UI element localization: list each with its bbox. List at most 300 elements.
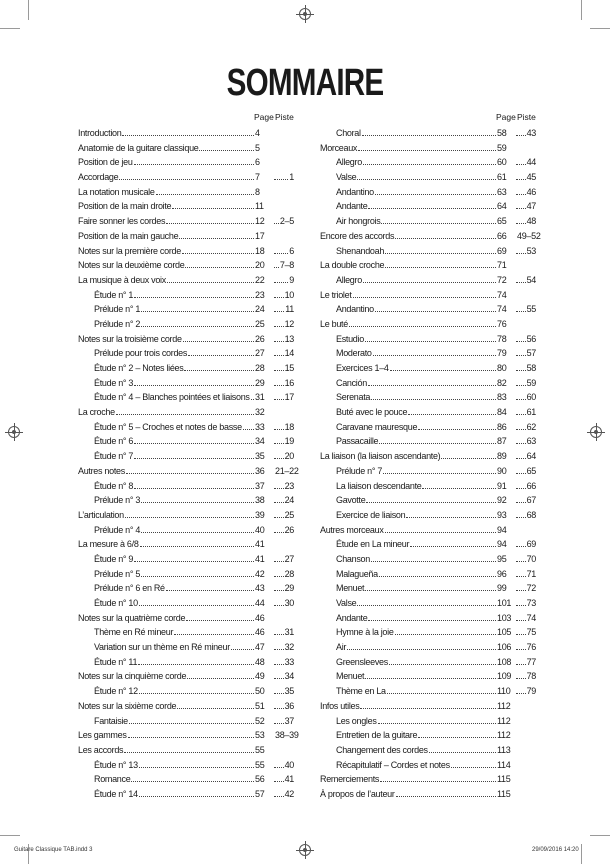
- toc-entry-title: [336, 714, 496, 729]
- dot-leader: [406, 508, 496, 518]
- toc-entry-label: Étude n° 11: [94, 656, 138, 667]
- column-header: [320, 112, 536, 126]
- toc-entry-track: [274, 640, 294, 655]
- toc-entry-label: Notes sur la première corde: [78, 245, 181, 256]
- toc-entry-track: [516, 390, 536, 405]
- toc-entry-label: Notes sur la cinquième corde: [78, 671, 187, 682]
- toc-entry-label: Les accords: [78, 744, 124, 755]
- toc-entry-page: 113: [497, 744, 511, 755]
- toc-entry-track-number: 69: [526, 539, 536, 550]
- toc-entry-page: 40: [255, 524, 265, 535]
- toc-entry-page: 7: [255, 172, 260, 183]
- toc-entry-page: 22: [255, 274, 265, 285]
- toc-entry-page: 87: [497, 436, 507, 447]
- toc-entry-label: Thème en La: [336, 686, 386, 697]
- toc-entry-page: 47: [255, 642, 265, 653]
- toc-entry-track-number: 57: [526, 348, 536, 359]
- toc-entry: [78, 479, 294, 494]
- toc-entry: [320, 376, 536, 391]
- toc-entry-title: [94, 288, 254, 303]
- toc-entry-page: 58: [497, 128, 507, 138]
- toc-entry-label: Étude n° 4 – Blanches pointées et liaisons: [94, 392, 250, 403]
- toc-entry-label: Étude n° 13: [94, 759, 138, 770]
- toc-entry-label: Serenata: [336, 392, 371, 403]
- toc-entry-track-number: 75: [526, 627, 536, 638]
- toc-entry-title: [336, 126, 496, 141]
- toc-entry-track-number: 42: [284, 788, 294, 799]
- toc-entry-title: [78, 537, 254, 552]
- toc-entry-track-number: 10: [284, 289, 294, 300]
- toc-entry-label: Entretien de la guitare: [336, 730, 418, 741]
- toc-entry: [320, 611, 536, 626]
- toc-entry-title: [78, 155, 254, 170]
- toc-entry-label: La liaison (la liaison ascendante): [320, 451, 441, 462]
- toc-entry-track: [274, 273, 294, 288]
- toc-entry-label: Hymne à la joie: [336, 627, 394, 638]
- toc-entry: [320, 567, 536, 582]
- dot-leader: [124, 743, 254, 753]
- dot-leader: [274, 567, 284, 577]
- toc-entry: [78, 361, 294, 376]
- toc-entry-page: 53: [255, 730, 265, 741]
- toc-entry-page: 37: [255, 480, 265, 491]
- toc-entry-track: [274, 669, 294, 684]
- toc-entry-track: [274, 361, 294, 376]
- toc-entry: [78, 317, 294, 332]
- toc-entry-track: [274, 244, 294, 259]
- dot-leader: [516, 464, 526, 474]
- toc-entry-label: À propos de l’auteur: [320, 788, 395, 799]
- dot-leader: [274, 434, 284, 444]
- toc-entry-title: [78, 405, 254, 420]
- toc-entry-title: [336, 346, 496, 361]
- toc-entry-label: Faire sonner les cordes: [78, 216, 166, 227]
- toc-entry-title: [94, 390, 254, 405]
- toc-entry: [320, 288, 532, 303]
- toc-entry: [78, 126, 290, 141]
- toc-entry-title: [94, 625, 254, 640]
- toc-entry: [78, 655, 294, 670]
- track-header: Piste: [517, 112, 536, 122]
- dot-leader: [385, 523, 496, 533]
- toc-entry-title: [336, 332, 496, 347]
- toc-entry: [78, 244, 294, 259]
- toc-entry-page: 105: [497, 627, 512, 638]
- dot-leader: [141, 523, 254, 533]
- toc-entry-track: [274, 479, 294, 494]
- toc-entry: [78, 714, 294, 729]
- toc-entry-track: [274, 758, 294, 773]
- toc-entry: [78, 258, 294, 273]
- toc-entry-track: [516, 302, 536, 317]
- toc-entry-label: Étude n° 10: [94, 598, 138, 608]
- toc-entry: [78, 288, 294, 303]
- dot-leader: [390, 361, 496, 371]
- toc-entry-page: 28: [255, 363, 265, 373]
- toc-entry-label: Position de la main droite: [78, 201, 172, 212]
- toc-column-right: [320, 112, 541, 802]
- dot-leader: [408, 405, 496, 415]
- toc-entry-track: [516, 552, 536, 567]
- dot-leader: [383, 464, 496, 474]
- toc-entry: [78, 611, 290, 626]
- toc-entry: [320, 449, 536, 464]
- toc-entry-label: Air hongrois: [336, 216, 381, 227]
- toc-entry-track-number: 9: [289, 274, 294, 285]
- toc-entry-title: [78, 170, 254, 185]
- toc-entry: [78, 758, 294, 773]
- toc-entry-track-number: 54: [526, 274, 536, 285]
- toc-entry-page: 94: [497, 539, 507, 550]
- toc-entry-label: Notes sur la deuxième corde: [78, 260, 185, 271]
- dot-leader: [134, 155, 254, 165]
- dot-leader: [381, 214, 496, 224]
- toc-entry-page: 20: [255, 260, 265, 271]
- toc-entry-track: [516, 581, 536, 596]
- toc-entry-label: Les gammes: [78, 730, 127, 741]
- toc-entry-title: [94, 787, 254, 802]
- dot-leader: [274, 390, 284, 400]
- toc-entry-title: [336, 185, 496, 200]
- toc-entry-page: 36: [255, 465, 265, 476]
- dot-leader: [516, 434, 526, 444]
- toc-entry-page: 31: [255, 392, 265, 403]
- toc-entry-page: 103: [497, 612, 512, 623]
- dot-leader: [274, 523, 284, 533]
- dot-leader: [516, 669, 526, 679]
- toc-entry-title: [336, 420, 496, 435]
- toc-entry-label: Étude n° 1: [94, 289, 134, 300]
- dot-leader: [183, 332, 254, 342]
- toc-entry-track-number: 74: [526, 612, 536, 623]
- dot-leader: [395, 229, 496, 239]
- dot-leader: [516, 567, 526, 577]
- dot-leader: [516, 596, 526, 606]
- dot-leader: [516, 170, 526, 180]
- toc-entry-track-number: 77: [526, 656, 536, 667]
- dot-leader: [371, 552, 496, 562]
- toc-entry-track-number: 45: [526, 172, 536, 183]
- toc-entry-track-number: 65: [526, 465, 536, 476]
- toc-entry-track: [274, 288, 294, 303]
- dot-leader: [274, 552, 284, 562]
- toc-entry: [320, 728, 532, 743]
- toc-entry-track-number: 33: [284, 656, 294, 667]
- toc-entry-label: Menuet: [336, 671, 365, 682]
- toc-entry-title: [336, 743, 496, 758]
- toc-entry: [78, 420, 294, 435]
- toc-entry: [320, 199, 536, 214]
- toc-entry-page: 46: [255, 612, 265, 623]
- toc-entry-label: Position de la main gauche: [78, 230, 179, 241]
- toc-entry-track: [516, 126, 536, 141]
- toc-entry-page: 84: [497, 407, 507, 418]
- crop-mark: [0, 28, 20, 29]
- toc-entry-title: [336, 552, 496, 567]
- toc-entry-title: [336, 611, 496, 626]
- toc-entry-title: [336, 758, 496, 773]
- toc-entry-label: La liaison descendante: [336, 480, 422, 491]
- dot-leader: [134, 552, 254, 562]
- toc-entry-title: [336, 567, 496, 582]
- dot-leader: [516, 640, 526, 650]
- registration-mark-icon: [590, 426, 602, 438]
- toc-entry-track: [516, 655, 536, 670]
- toc-entry-track-number: 13: [284, 333, 294, 344]
- dot-leader: [516, 302, 526, 312]
- dot-leader: [380, 772, 496, 782]
- toc-entry: [320, 596, 536, 611]
- toc-entry-title: [320, 523, 496, 538]
- dot-leader: [274, 699, 284, 709]
- toc-entry-label: Autres notes: [78, 465, 125, 476]
- dot-leader: [516, 420, 526, 430]
- dot-leader: [179, 229, 254, 239]
- toc-entry-track-number: 40: [284, 759, 294, 770]
- toc-entry-track: [516, 464, 536, 479]
- dot-leader: [349, 317, 496, 327]
- toc-entry-title: [94, 361, 254, 376]
- toc-entry-page: 61: [497, 172, 507, 183]
- toc-entry-page: 82: [497, 377, 507, 388]
- dot-leader: [516, 405, 526, 415]
- dot-leader: [389, 655, 496, 665]
- toc-entry-label: Notes sur la quatrième corde: [78, 612, 186, 623]
- toc-entry-track-number: 66: [526, 480, 536, 491]
- toc-entry-track: [516, 434, 536, 449]
- toc-entry: [320, 302, 536, 317]
- toc-entry-track-number: 35: [284, 686, 294, 697]
- toc-entry-title: [320, 317, 496, 332]
- toc-entry-title: [78, 743, 254, 758]
- toc-entry-title: [78, 126, 254, 141]
- toc-entry-page: 115: [497, 774, 511, 785]
- dot-leader: [141, 317, 254, 327]
- toc-entry-page: 80: [497, 363, 507, 373]
- toc-entry-label: Étude n° 8: [94, 480, 134, 491]
- toc-entry-track-number: 73: [526, 598, 536, 608]
- toc-entry-track: [516, 185, 536, 200]
- toc-entry-page: 33: [255, 421, 265, 432]
- toc-entry-title: [78, 699, 254, 714]
- toc-entry-label: Prélude n° 1: [94, 304, 141, 315]
- toc-entry-track-number: 31: [284, 627, 294, 638]
- toc-entry-track: [274, 434, 294, 449]
- dot-leader: [516, 199, 526, 209]
- toc-entry-title: [94, 567, 254, 582]
- toc-entry-title: [336, 405, 496, 420]
- dot-leader: [274, 258, 279, 268]
- dot-leader: [451, 758, 496, 768]
- dot-leader: [274, 273, 288, 283]
- toc-entry: [320, 405, 536, 420]
- toc-entry-page: 29: [255, 377, 265, 388]
- toc-entry-track: [274, 787, 294, 802]
- toc-entry-page: 49: [255, 671, 265, 682]
- toc-entry-title: [336, 655, 496, 670]
- toc-entry-track-number: 47: [526, 201, 536, 212]
- toc-entry: [78, 199, 290, 214]
- dot-leader: [166, 214, 254, 224]
- dot-leader: [274, 581, 284, 591]
- toc-list: [320, 126, 541, 802]
- dot-leader: [365, 669, 496, 679]
- dot-leader: [395, 625, 496, 635]
- dot-leader: [379, 434, 496, 444]
- toc-entry-title: [78, 185, 254, 200]
- toc-entry-track-number: 36: [284, 700, 294, 711]
- toc-entry-label: Prélude n° 2: [94, 318, 141, 329]
- toc-entry-label: Buté avec le pouce: [336, 407, 408, 418]
- toc-entry-page: 42: [255, 568, 265, 579]
- toc-entry-title: [336, 640, 496, 655]
- toc-entry-label: Prélude pour trois cordes: [94, 348, 188, 359]
- page-header: Page: [254, 112, 274, 122]
- toc-entry: [320, 743, 532, 758]
- dot-leader: [141, 493, 254, 503]
- toc-entry-track: [516, 449, 536, 464]
- toc-entry-track: [274, 625, 294, 640]
- toc-entry-track: [274, 346, 294, 361]
- toc-entry-track-number: 34: [284, 671, 294, 682]
- dot-leader: [126, 464, 254, 474]
- toc-entry-track: [274, 420, 294, 435]
- toc-entry-title: [94, 479, 254, 494]
- dot-leader: [177, 699, 254, 709]
- toc-entry-title: [78, 611, 254, 626]
- dot-leader: [134, 376, 254, 386]
- dot-leader: [274, 170, 288, 180]
- toc-entry-track-number: 64: [526, 451, 536, 462]
- toc-entry-label: Introduction: [78, 128, 122, 138]
- dot-leader: [274, 669, 284, 679]
- toc-entry-track-number: 18: [284, 421, 294, 432]
- toc-entry-page: 94: [497, 524, 507, 535]
- dot-leader: [274, 640, 284, 650]
- dot-leader: [516, 361, 526, 371]
- dot-leader: [363, 155, 496, 165]
- toc-entry-title: [336, 537, 496, 552]
- toc-entry-title: [94, 640, 254, 655]
- toc-entry: [320, 669, 536, 684]
- dot-leader: [274, 376, 284, 386]
- toc-entry-label: Prélude n° 4: [94, 524, 141, 535]
- toc-entry: [78, 537, 290, 552]
- dot-leader: [187, 669, 254, 679]
- toc-entry-title: [94, 714, 254, 729]
- dot-leader: [119, 170, 254, 180]
- toc-entry: [78, 229, 290, 244]
- toc-entry: [320, 258, 532, 273]
- toc-entry: [78, 669, 294, 684]
- toc-entry-label: La croche: [78, 407, 115, 418]
- toc-entry-page: 26: [255, 333, 265, 344]
- dot-leader: [362, 126, 496, 136]
- toc-entry-label: Andantino: [336, 304, 374, 315]
- dot-leader: [371, 390, 496, 400]
- toc-entry-page: 44: [255, 598, 265, 608]
- dot-leader: [274, 479, 284, 489]
- dot-leader: [274, 332, 284, 342]
- toc-entry-track-number: 37: [284, 715, 294, 726]
- toc-entry-track: [516, 229, 541, 244]
- toc-entry-label: Étude n° 9: [94, 553, 134, 564]
- track-header: Piste: [275, 112, 294, 122]
- toc-entry: [78, 405, 290, 420]
- toc-entry-label: Allegro: [336, 274, 362, 285]
- dot-leader: [188, 346, 254, 356]
- toc-entry: [78, 523, 294, 538]
- toc-entry-label: Prélude n° 6 en Ré: [94, 583, 165, 594]
- toc-entry-track: [274, 772, 294, 787]
- dot-leader: [366, 493, 496, 503]
- column-header: [78, 112, 294, 126]
- toc-entry-label: Andante: [336, 201, 368, 212]
- toc-entry: [320, 332, 536, 347]
- dot-leader: [156, 185, 254, 195]
- toc-entry-label: Allegro: [336, 157, 362, 168]
- toc-entry-title: [320, 229, 496, 244]
- toc-entry-track-number: 46: [526, 186, 536, 197]
- dot-leader: [116, 405, 254, 415]
- toc-entry: [320, 317, 532, 332]
- toc-entry-track: [516, 684, 536, 699]
- toc-entry-title: [336, 684, 496, 699]
- toc-entry-label: Changement des cordes: [336, 744, 428, 755]
- toc-entry-title: [336, 199, 496, 214]
- toc-entry-title: [336, 596, 496, 611]
- toc-entry-page: 43: [255, 583, 265, 594]
- toc-entry-page: 91: [497, 480, 507, 491]
- toc-entry-label: Chanson: [336, 553, 370, 564]
- dot-leader: [140, 537, 254, 547]
- dot-leader: [516, 655, 526, 665]
- toc-entry-title: [78, 669, 254, 684]
- toc-entry-track-number: 14: [284, 348, 294, 359]
- dot-leader: [125, 508, 254, 518]
- toc-entry: [78, 508, 294, 523]
- dot-leader: [357, 596, 496, 606]
- toc-entry-label: Le triolet: [320, 289, 352, 300]
- toc-entry-title: [94, 772, 254, 787]
- dot-leader: [418, 420, 496, 430]
- page-header: Page: [496, 112, 516, 122]
- toc-entry: [320, 434, 536, 449]
- toc-entry-label: Valse: [336, 598, 357, 608]
- toc-entry-page: 78: [497, 333, 507, 344]
- toc-entry-title: [336, 493, 496, 508]
- dot-leader: [184, 361, 254, 371]
- toc-entry-title: [320, 787, 496, 802]
- toc-entry-track: [274, 464, 299, 479]
- dot-leader: [174, 625, 254, 635]
- toc-entry-track: [516, 596, 536, 611]
- footer-date: 29/09/2016 14:20: [532, 847, 579, 853]
- dot-leader: [139, 596, 254, 606]
- toc-entry-track-number: 68: [526, 509, 536, 520]
- dot-leader: [167, 273, 254, 283]
- dot-leader: [385, 244, 496, 254]
- toc-entry-title: [94, 302, 254, 317]
- dot-leader: [166, 581, 254, 591]
- toc-entry: [78, 567, 294, 582]
- toc-entry-title: [94, 434, 254, 449]
- toc-entry-track: [516, 376, 536, 391]
- toc-entry-track-number: 44: [526, 157, 536, 168]
- registration-mark-icon: [299, 844, 311, 856]
- toc-entry-track: [516, 346, 536, 361]
- toc-entry-title: [94, 523, 254, 538]
